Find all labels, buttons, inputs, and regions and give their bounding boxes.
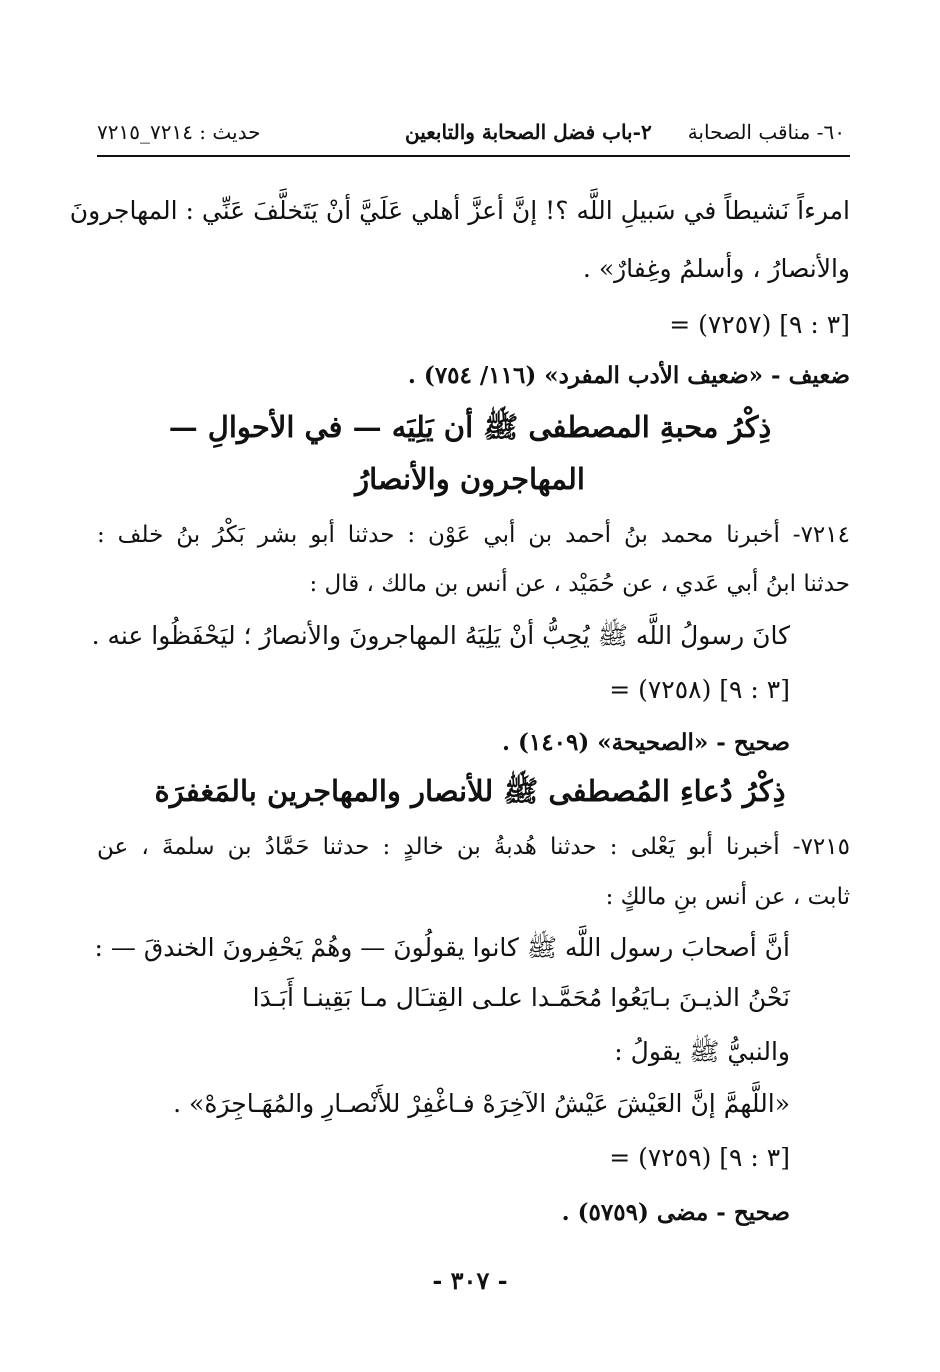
chapter-heading: المهاجرون والأنصارُ <box>355 462 585 496</box>
matn-line: أنَّ أصحابَ رسول اللَّه ﷺ كانوا يقولُونَ — وهُمْ يَحْفِرونَ الخندقَ — : <box>94 933 790 962</box>
grading-line: ضعيف - «ضعيف الأدب المفرد» (١١٦/ ٧٥٤) . <box>407 362 850 389</box>
reference-line: = (٧٢٥٧) [٣ : ٩] <box>669 310 850 339</box>
poetry-verse: نَحْنُ الذيـنَ بـايَعُوا مُحَمَّـدا علـى القِتـَال مـا بَقِينـا أَبَـدَا <box>252 983 790 1012</box>
matn-line: والنبيُّ ﷺ يقولُ : <box>614 1037 790 1066</box>
poetry-verse: «اللَّهمَّ إنَّ العَيْشَ عَيْشُ الآخِرَهْ فـاغْفِرْ للأَنْصـارِ والمُهَـاجِرَهْ» . <box>173 1089 790 1118</box>
header-hadith-range: حديث : ٧٢١٤_٧٢١٥ <box>97 120 261 144</box>
header-chapter: ٦٠- مناقب الصحابة <box>687 120 845 144</box>
reference-line: = (٧٢٥٨) [٣ : ٩] <box>609 675 790 704</box>
grading-line: صحيح - «الصحيحة» (١٤٠٩) . <box>502 729 790 756</box>
text-line: امرءاً نَشيطاً في سَبيلِ اللَّه ؟! إنَّ أعزَّ أهلي عَلَيَّ أنْ يَتَخلَّفَ عَنِّي : المهاجرونَ <box>69 196 850 225</box>
header-section: ٢-باب فضل الصحابة والتابعين <box>405 120 652 144</box>
text-line: والأنصارُ ، وأسلمُ وغِفارٌ» . <box>582 254 850 283</box>
isnad-line: ٧٢١٤- أخبرنا محمد بنُ أحمد بن أبي عَوْن : حدثنا أبو بشر بَكْرُ بنُ خلف : <box>97 522 850 548</box>
matn-line: كانَ رسولُ اللَّه ﷺ يُحِبُّ أنْ يَلِيَهُ المهاجرونَ والأنصارُ ؛ ليَحْفَظُوا عنه . <box>91 621 790 650</box>
chapter-heading: ذِكْرُ محبةِ المصطفى ﷺ أن يَلِيَه — في الأحوالِ — <box>168 410 772 444</box>
header-divider <box>97 155 850 157</box>
isnad-line: ٧٢١٥- أخبرنا أبو يَعْلى : حدثنا هُدبةُ بن خالدٍ : حدثنا حَمَّادُ بن سلمةَ ، عن <box>97 834 850 860</box>
isnad-line: ثابت ، عن أنس بنِ مالكٍ : <box>605 884 850 910</box>
isnad-line: حدثنا ابنُ أبي عَدي ، عن حُمَيْد ، عن أنس بن مالك ، قال : <box>309 571 850 597</box>
page-number: - ٣٠٧ - <box>432 1266 508 1295</box>
reference-line: = (٧٢٥٩) [٣ : ٩] <box>609 1143 790 1172</box>
grading-line: صحيح - مضى (٥٧٥٩) . <box>561 1199 790 1226</box>
chapter-heading: ذِكْرُ دُعاءِ المُصطفى ﷺ للأنصار والمهاجرين بالمَغفرَة <box>154 774 786 808</box>
